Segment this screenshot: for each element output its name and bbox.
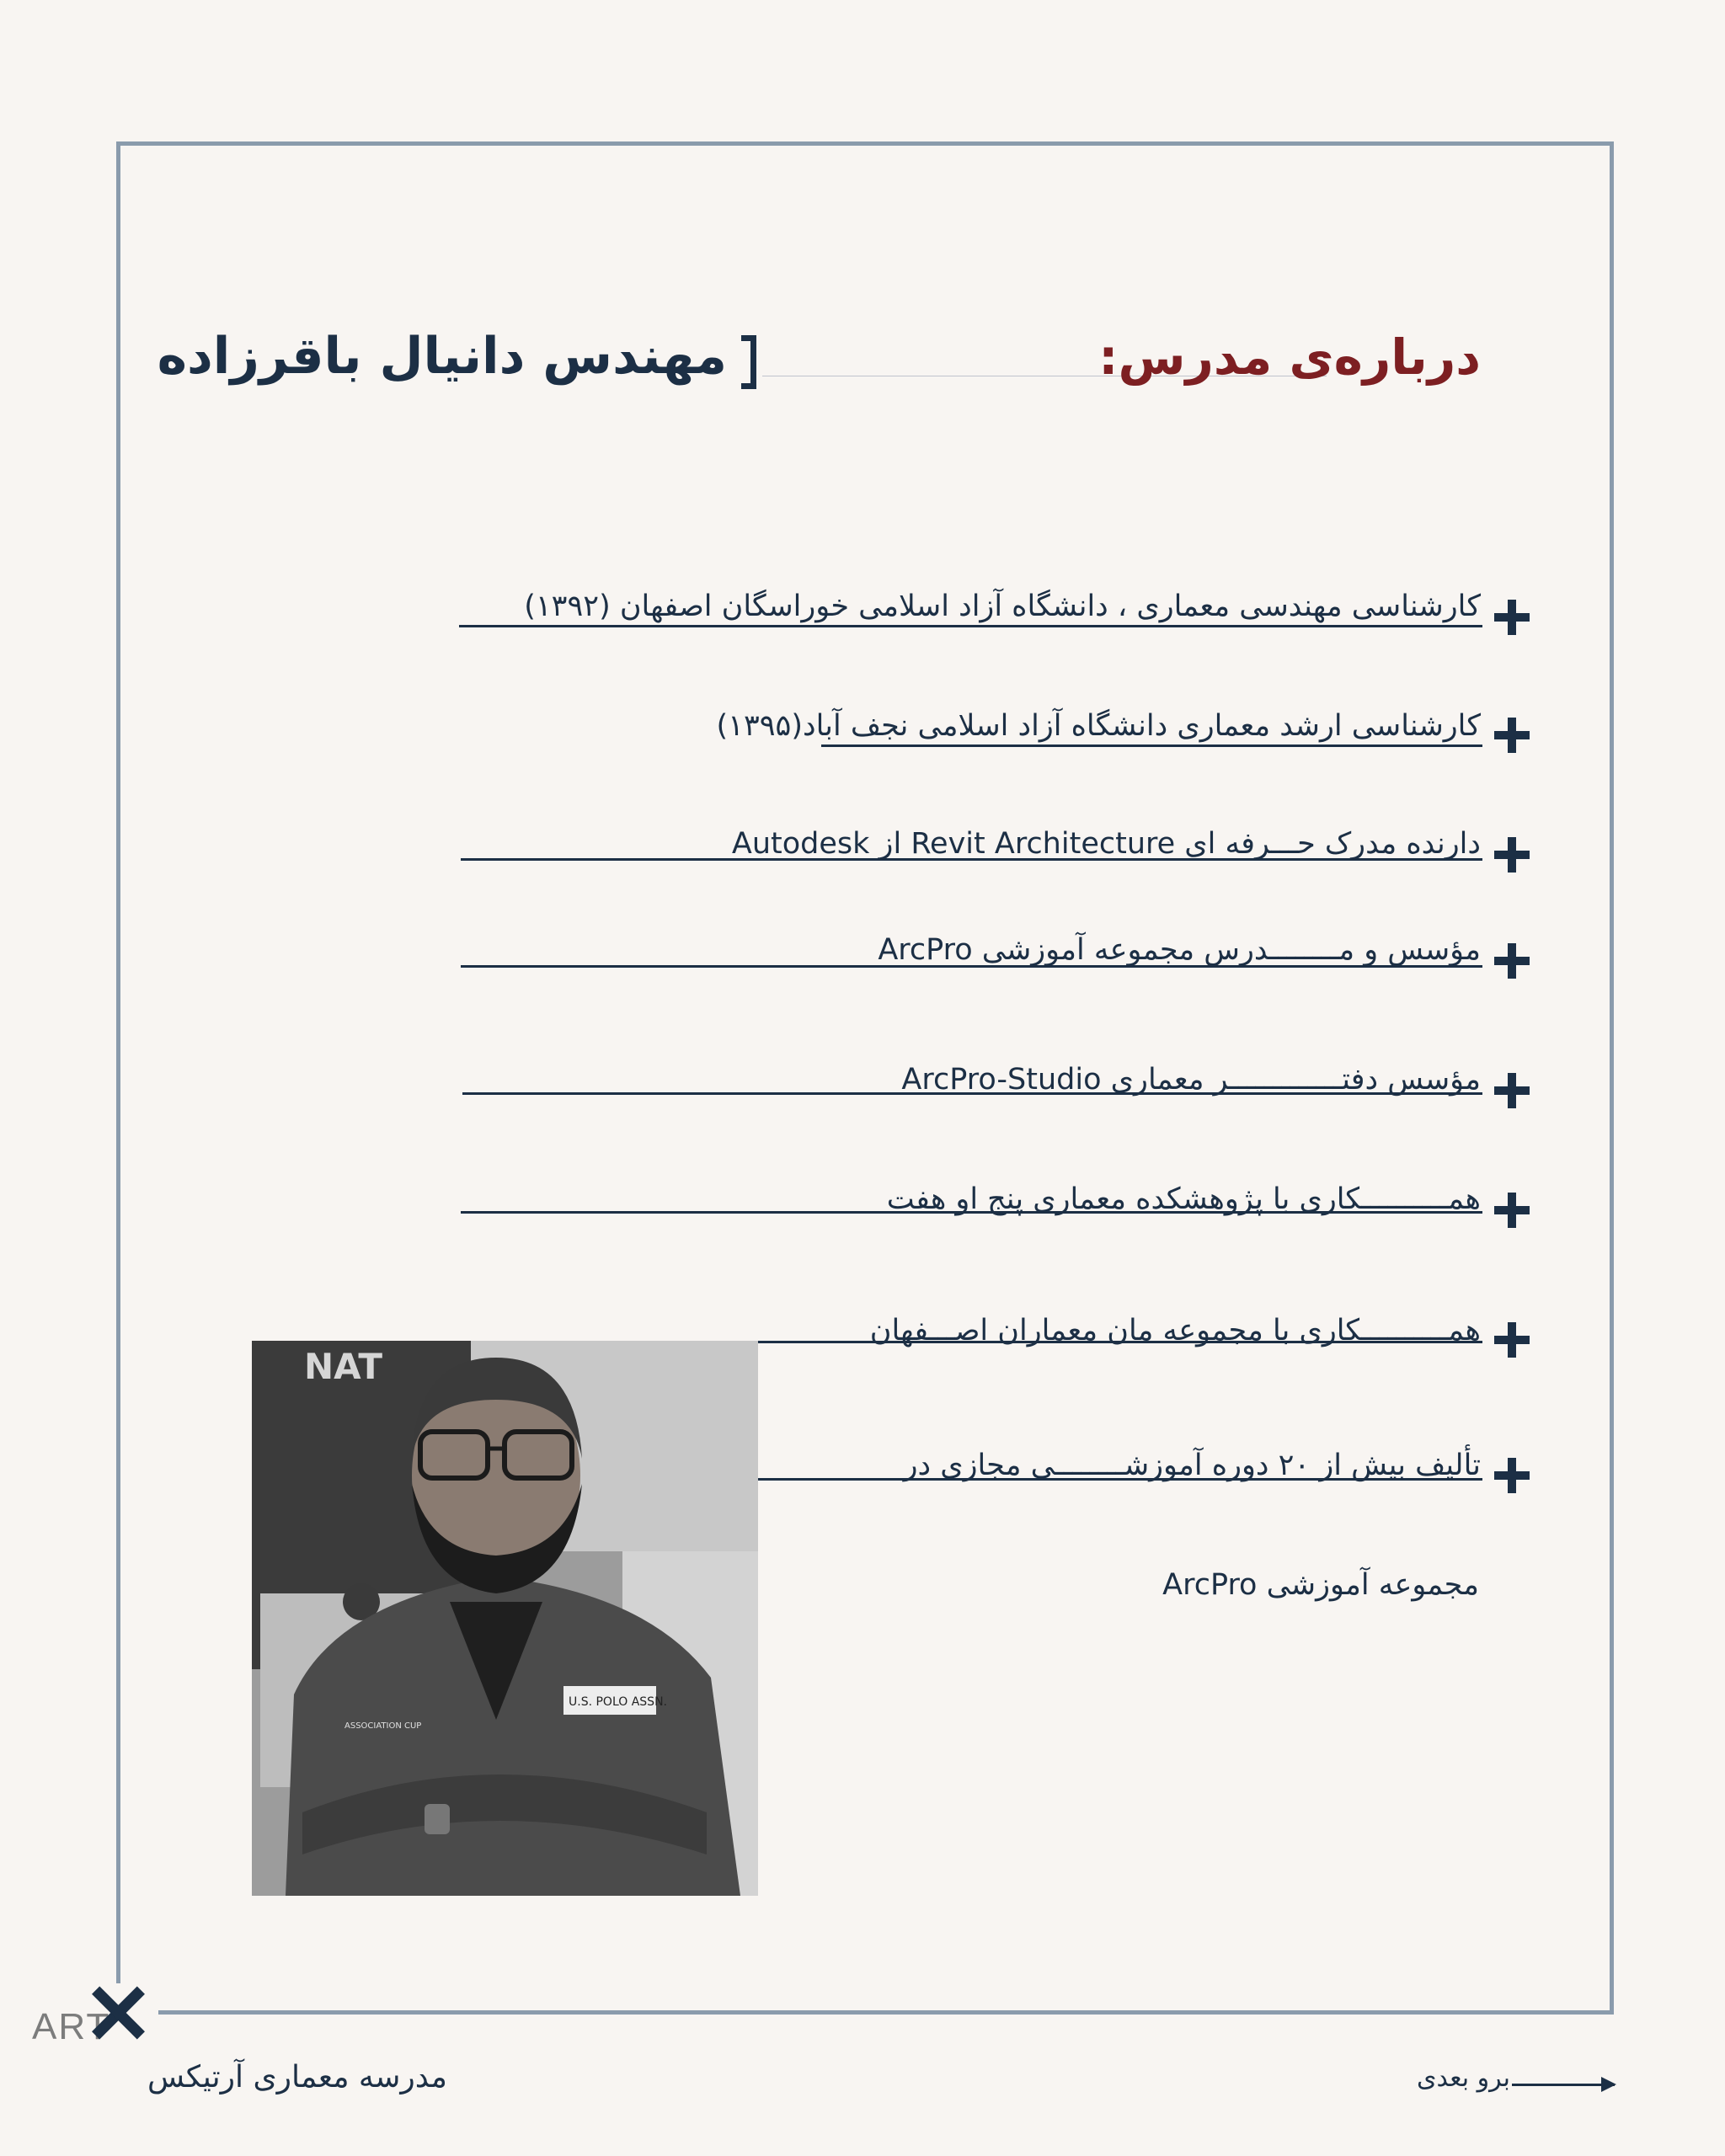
plus-icon	[1494, 600, 1530, 635]
next-link[interactable]: برو بعدی	[1417, 2063, 1510, 2093]
instructor-name: مهندس دانیال باقرزاده	[157, 327, 727, 386]
instructor-photo	[252, 1341, 758, 1896]
plus-icon	[1494, 1322, 1530, 1358]
plus-icon	[1494, 943, 1530, 979]
plus-icon	[1494, 1458, 1530, 1493]
bio-item: کارشناسی مهندسی معماری ، دانشگاه آزاد اسلامی خوراسگان اصفهان (۱۳۹۲)	[524, 590, 1481, 623]
bio-item: همــــــــــکاری با مجموعه مان معماران اصـــفهان	[869, 1314, 1481, 1348]
logo-x-icon	[91, 1986, 145, 2040]
badge-text-left: ASSOCIATION CUP	[344, 1721, 422, 1731]
plus-icon	[1494, 837, 1530, 873]
school-name: مدرسه معماری آرتیکس	[147, 2060, 447, 2095]
section-title: درباره‌ی مدرس:	[1098, 328, 1481, 386]
plus-icon	[1494, 1193, 1530, 1228]
jersey-text: NAT	[304, 1346, 383, 1387]
bio-item: مؤسس دفتـــــــــــــر معماری ArcPro-Studio	[901, 1063, 1481, 1097]
bracket-icon	[741, 335, 756, 389]
item-strike-line	[821, 744, 1482, 747]
badge-text: U.S. POLO ASSN.	[569, 1695, 667, 1709]
bio-item: دارنده مدرک حـــرفه ای Revit Architecture از Autodesk	[731, 827, 1481, 861]
bio-continuation: مجموعه آموزشی ArcPro	[1162, 1568, 1479, 1602]
bio-item: همــــــــــکاری با پژوهشکده معماری پنج او هفت	[886, 1182, 1481, 1216]
bio-item: مؤسس و مــــــــدرس مجموعه آموزشی ArcPro	[878, 933, 1481, 967]
bio-item: تألیف بیش از ۲۰ دوره آموزشــــــــی مجازی در	[903, 1449, 1481, 1482]
plus-icon	[1494, 718, 1530, 753]
plus-icon	[1494, 1073, 1530, 1108]
bio-item: کارشناسی ارشد معماری دانشگاه آزاد اسلامی نجف آباد(۱۳۹۵)	[716, 709, 1481, 743]
arrow-right-icon[interactable]	[1512, 2084, 1615, 2086]
logo-text: ART	[32, 2006, 111, 2047]
item-strike-line	[459, 625, 1482, 627]
